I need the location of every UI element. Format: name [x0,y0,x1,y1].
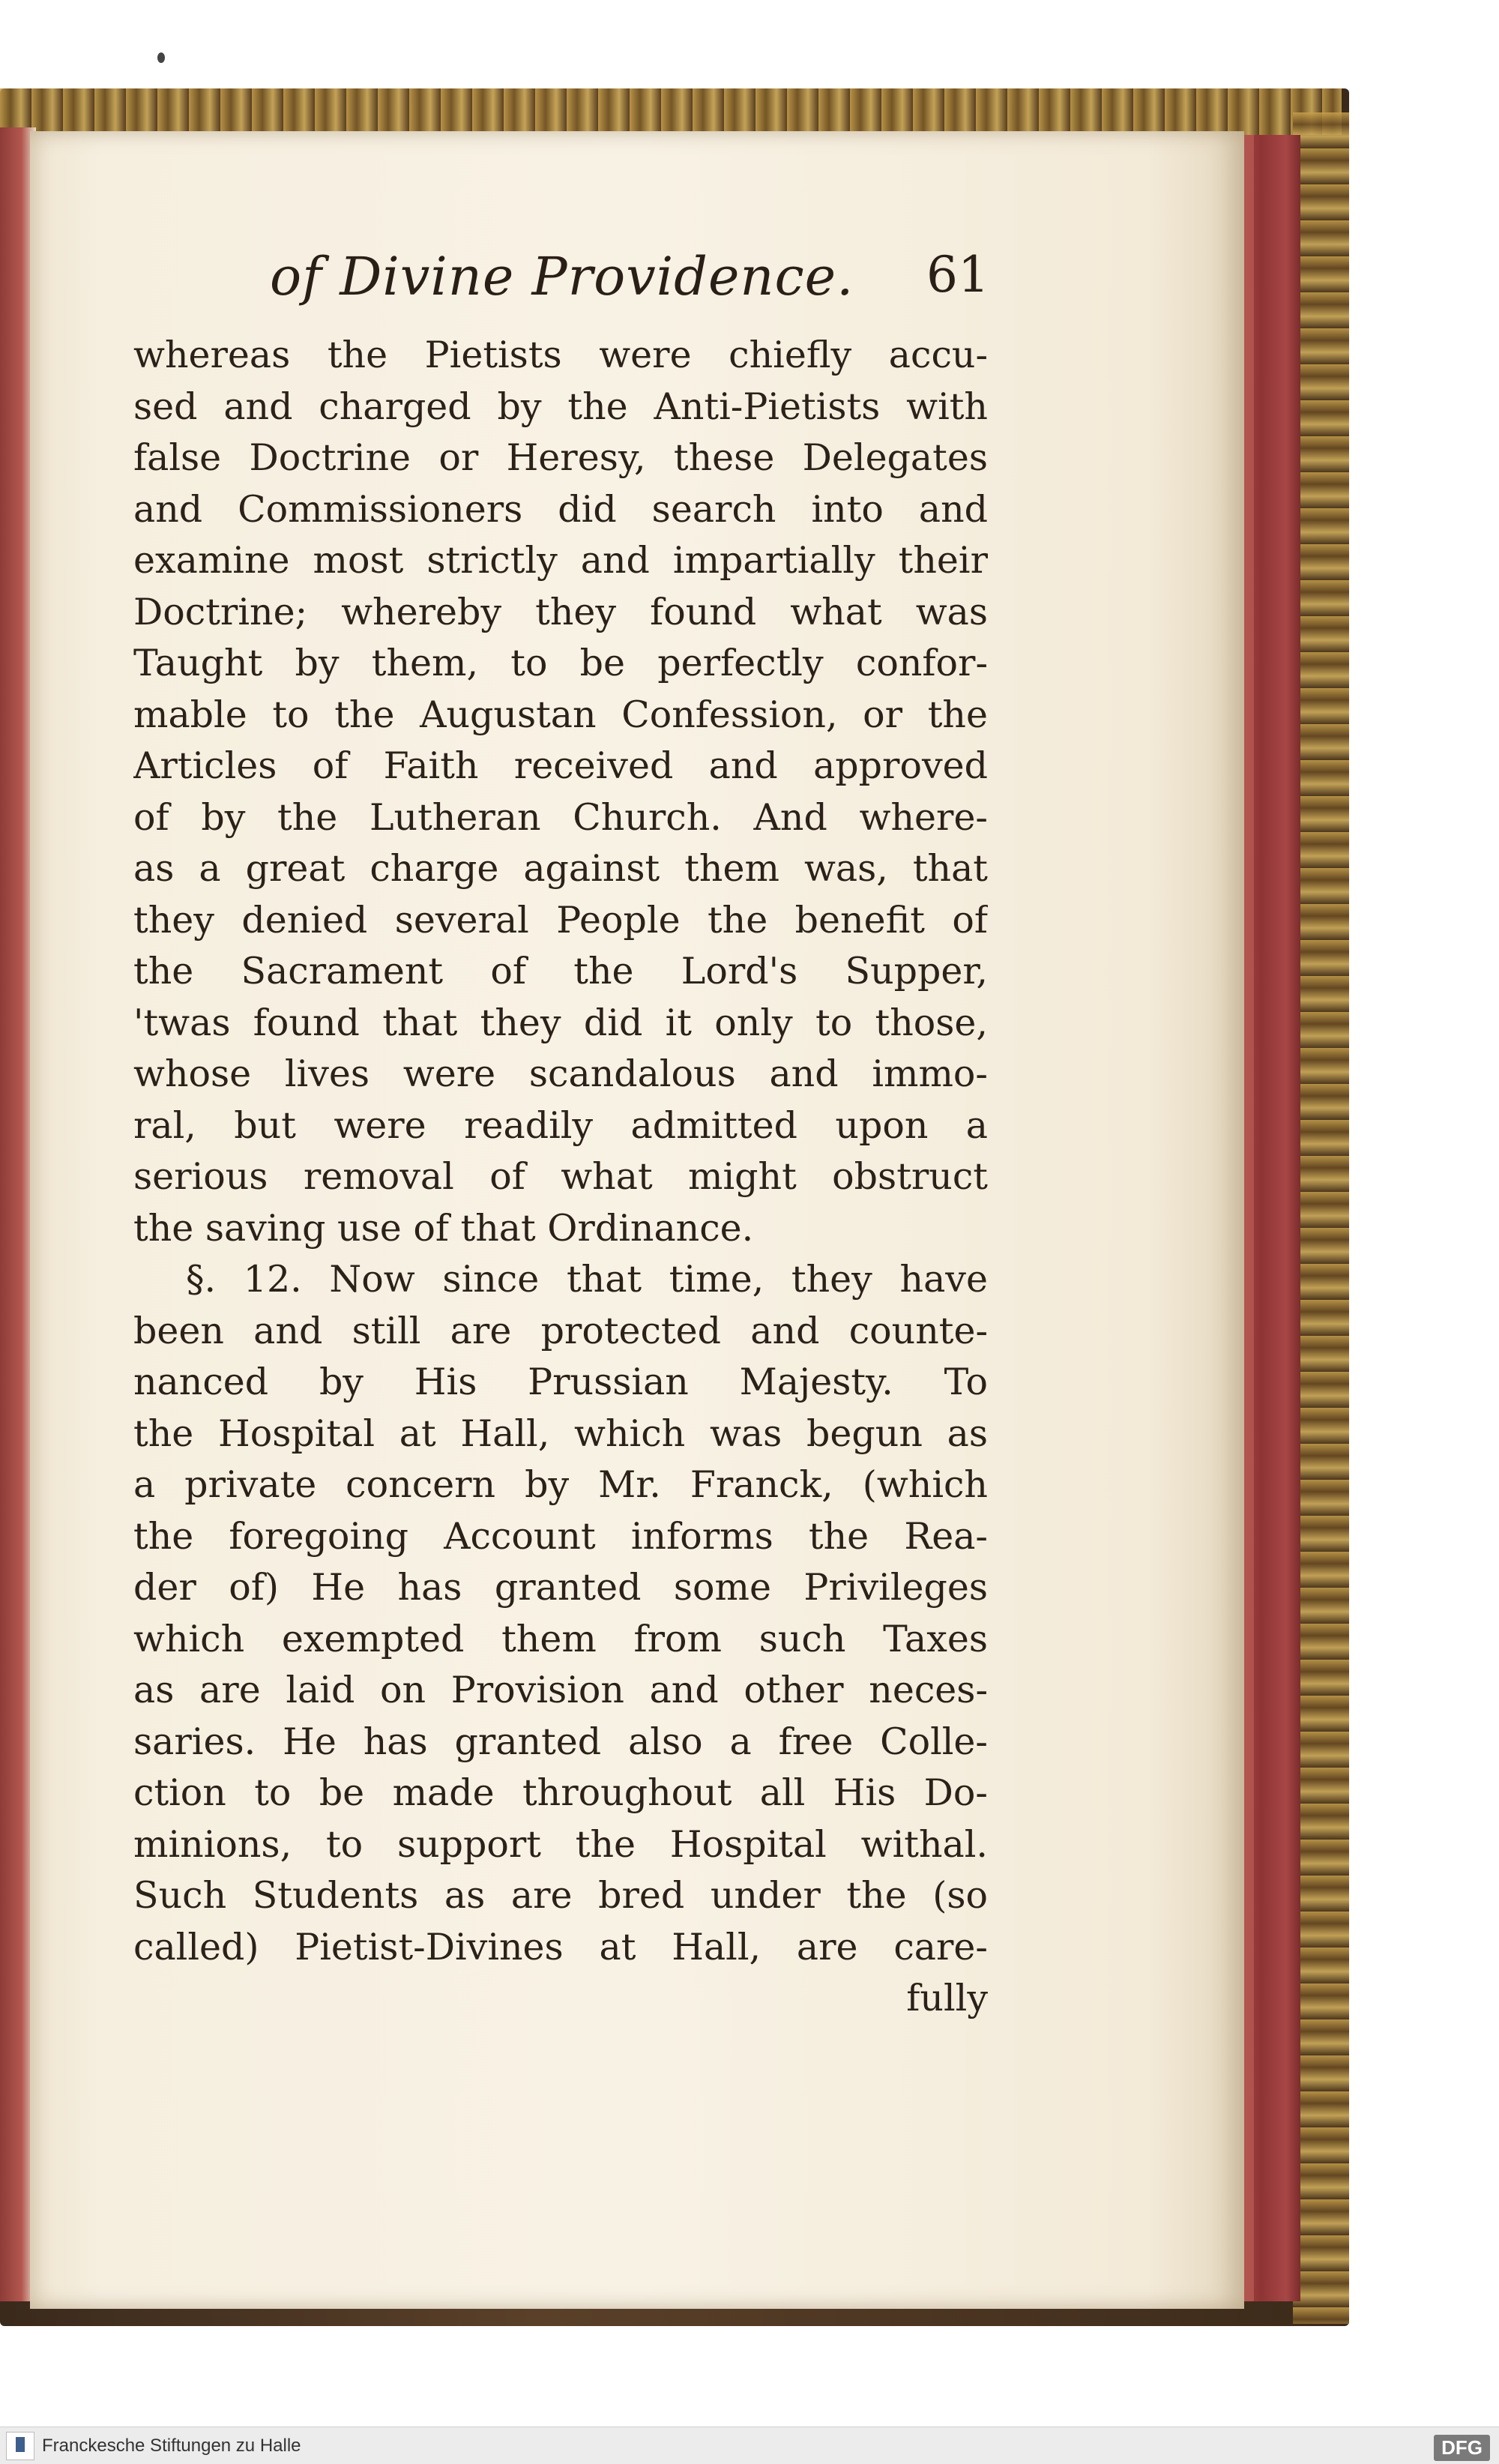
text-line: minions, to support the Hospital withal. [133,1822,988,1866]
text-line: as are laid on Provision and other neces- [133,1669,988,1711]
text-line: the saving use of that Ordinance. [133,1206,754,1250]
running-title: of Divine Providence. [270,246,854,307]
gilt-border-right [1293,112,1349,2324]
text-line: as a great charge against them was, that [133,847,988,890]
text-line: Articles of Faith received and approved [133,744,988,787]
logo-mark [16,2437,25,2452]
text-line: whose lives were scandalous and immo- [133,1052,988,1095]
text-line: and Commissioners did search into and [133,487,988,531]
text-line: mable to the Augustan Confession, or the [133,693,988,736]
text-line: serious removal of what might obstruct [133,1155,988,1198]
text-line: been and still are protected and counte- [133,1309,988,1352]
gilt-border-top [0,88,1342,135]
text-line: saries. He has granted also a free Colle- [133,1720,988,1763]
institution-logo-icon [6,2432,34,2460]
text-line: ral, but were readily admitted upon a [133,1103,988,1147]
text-line: der of) He has granted some Privileges [133,1566,988,1609]
text-line: §. 12. Now since that time, they have [186,1258,988,1301]
text-line: of by the Lutheran Church. And where- [133,795,988,839]
page-number: 61 [926,246,989,304]
text-line: examine most strictly and impartially their [133,539,988,582]
dfg-badge: DFG [1434,2435,1490,2461]
text-line: the Hospital at Hall, which was begun as [133,1412,988,1455]
text-line: ction to be made throughout all His Do- [133,1771,988,1814]
ink-speck [157,52,165,63]
text-line: nanced by His Prussian Majesty. To [133,1361,988,1403]
text-line: sed and charged by the Anti-Pietists with [133,385,988,428]
institution-name: Franckesche Stiftungen zu Halle [42,2436,301,2456]
text-line: Taught by them, to be perfectly confor- [133,642,988,684]
text-line: the foregoing Account informs the Rea- [133,1514,988,1558]
running-head [270,240,989,315]
text-block [133,330,988,2025]
text-line: Such Students as are bred under the (so [133,1874,988,1917]
text-line: Doctrine; whereby they found what was [133,590,988,633]
text-line: called) Pietist-Divines at Hall, are care- [133,1925,988,1969]
text-line: 'twas found that they did it only to those, [133,1001,988,1044]
catchword: fully [906,1977,988,2019]
text-line: they denied several People the benefit of [133,898,988,942]
text-line: whereas the Pietists were chiefly accu- [133,334,988,376]
text-line: false Doctrine or Heresy, these Delegates [133,436,988,479]
text-line: a private concern by Mr. Franck, (which [133,1463,988,1506]
text-line: which exempted them from such Taxes [133,1617,988,1660]
viewer-footer [0,2427,1499,2464]
text-line: the Sacrament of the Lord's Supper, [133,950,988,992]
